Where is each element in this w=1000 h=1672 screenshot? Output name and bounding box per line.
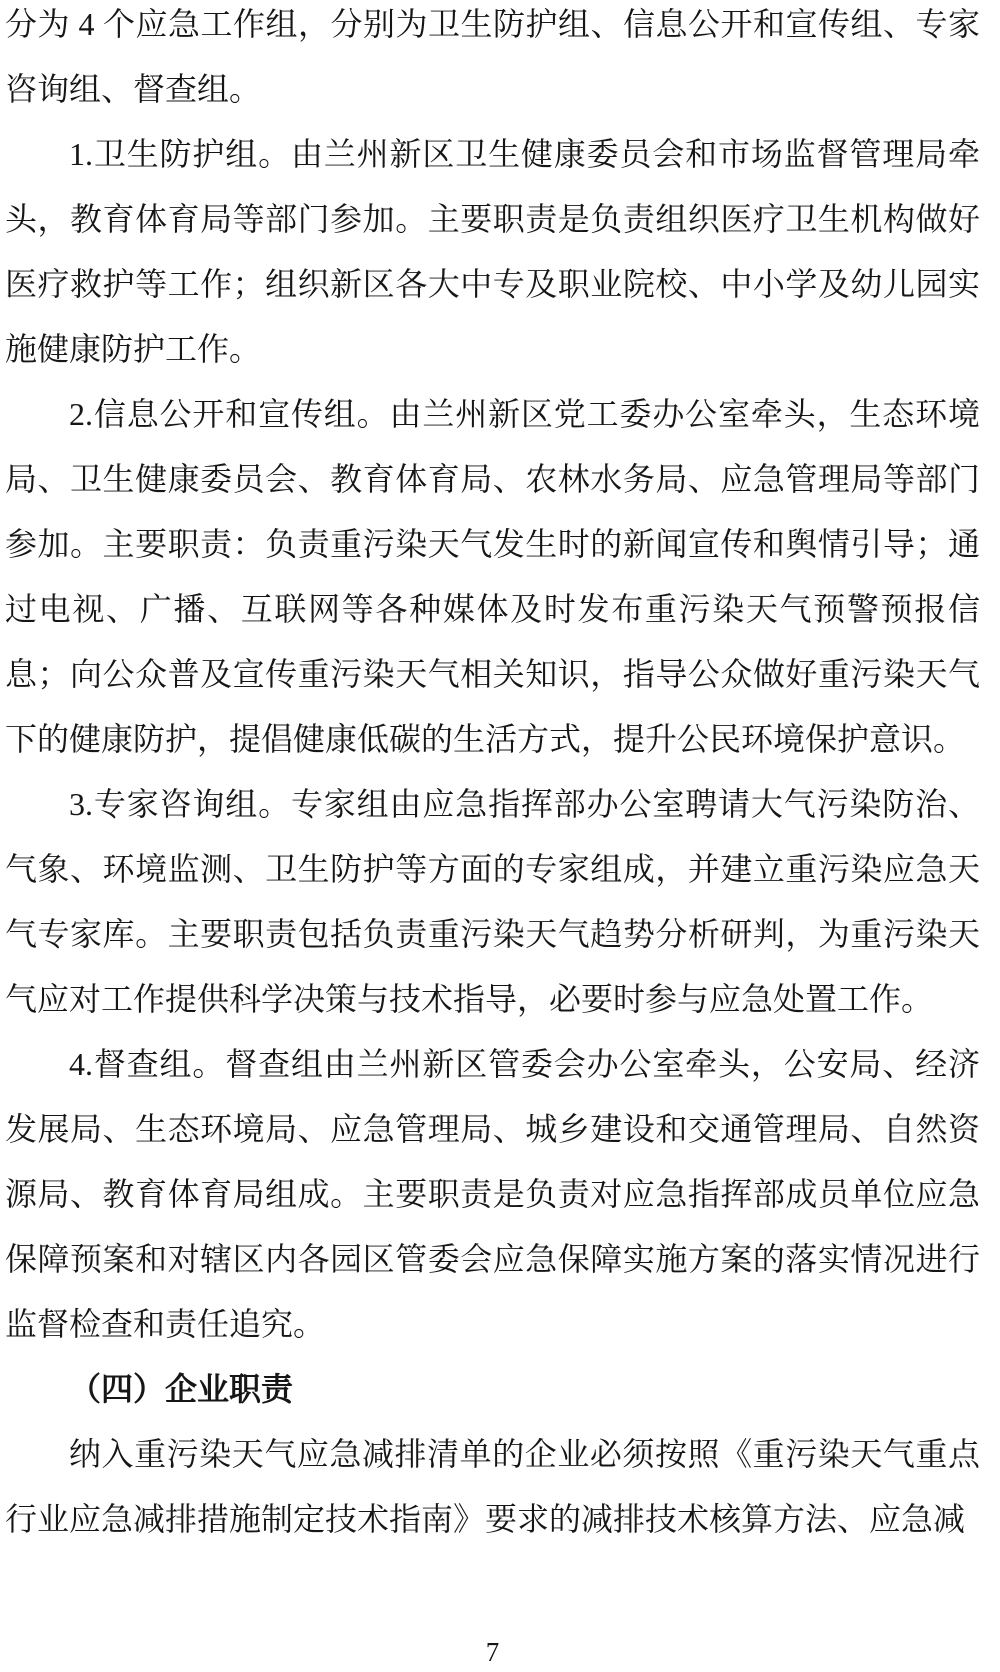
section-heading-enterprise-duties: （四）企业职责 <box>69 1371 294 1407</box>
paragraph-supervision-group: 4.督查组。督查组由兰州新区管委会办公室牵头，公安局、经济发展局、生态环境局、应急管理局、城乡建设和交通管理局、自然资源局、教育体育局组成。主要职责是负责对应急指挥部成员单位应急保障预案和对辖区内各园区管委会应急保障实施方案的落实情况进行监督检查和责任追究。 <box>5 1046 980 1342</box>
paragraph-intro-groups: 分为 4 个应急工作组，分别为卫生防护组、信息公开和宣传组、专家咨询组、督查组。 <box>5 6 980 107</box>
paragraph-enterprise-duties-body: 纳入重污染天气应急减排清单的企业必须按照《重污染天气重点行业应急减排措施制定技术指南》要求的减排技术核算方法、应急减 <box>5 1436 980 1537</box>
paragraph-information-publicity-group: 2.信息公开和宣传组。由兰州新区党工委办公室牵头，生态环境局、卫生健康委员会、教育体育局、农林水务局、应急管理局等部门参加。主要职责：负责重污染天气发生时的新闻宣传和舆情引导；通过电视、广播、互联网等各种媒体及时发布重污染天气预警预报信息；向公众普及宣传重污染天气相关知识，指导公众做好重污染天气下的健康防护，提倡健康低碳的生活方式，提升公民环境保护意识。 <box>5 396 980 757</box>
paragraph-health-protection-group: 1.卫生防护组。由兰州新区卫生健康委员会和市场监督管理局牵头，教育体育局等部门参加。主要职责是负责组织医疗卫生机构做好医疗救护等工作；组织新区各大中专及职业院校、中小学及幼儿园实施健康防护工作。 <box>5 136 980 367</box>
page-number: 7 <box>485 1637 500 1667</box>
paragraph-expert-consultation-group: 3.专家咨询组。专家组由应急指挥部办公室聘请大气污染防治、气象、环境监测、卫生防护等方面的专家组成，并建立重污染应急天气专家库。主要职责包括负责重污染天气趋势分析研判，为重污染天气应对工作提供科学决策与技术指导，必要时参与应急处置工作。 <box>5 786 980 1017</box>
document-body <box>5 0 980 1552</box>
